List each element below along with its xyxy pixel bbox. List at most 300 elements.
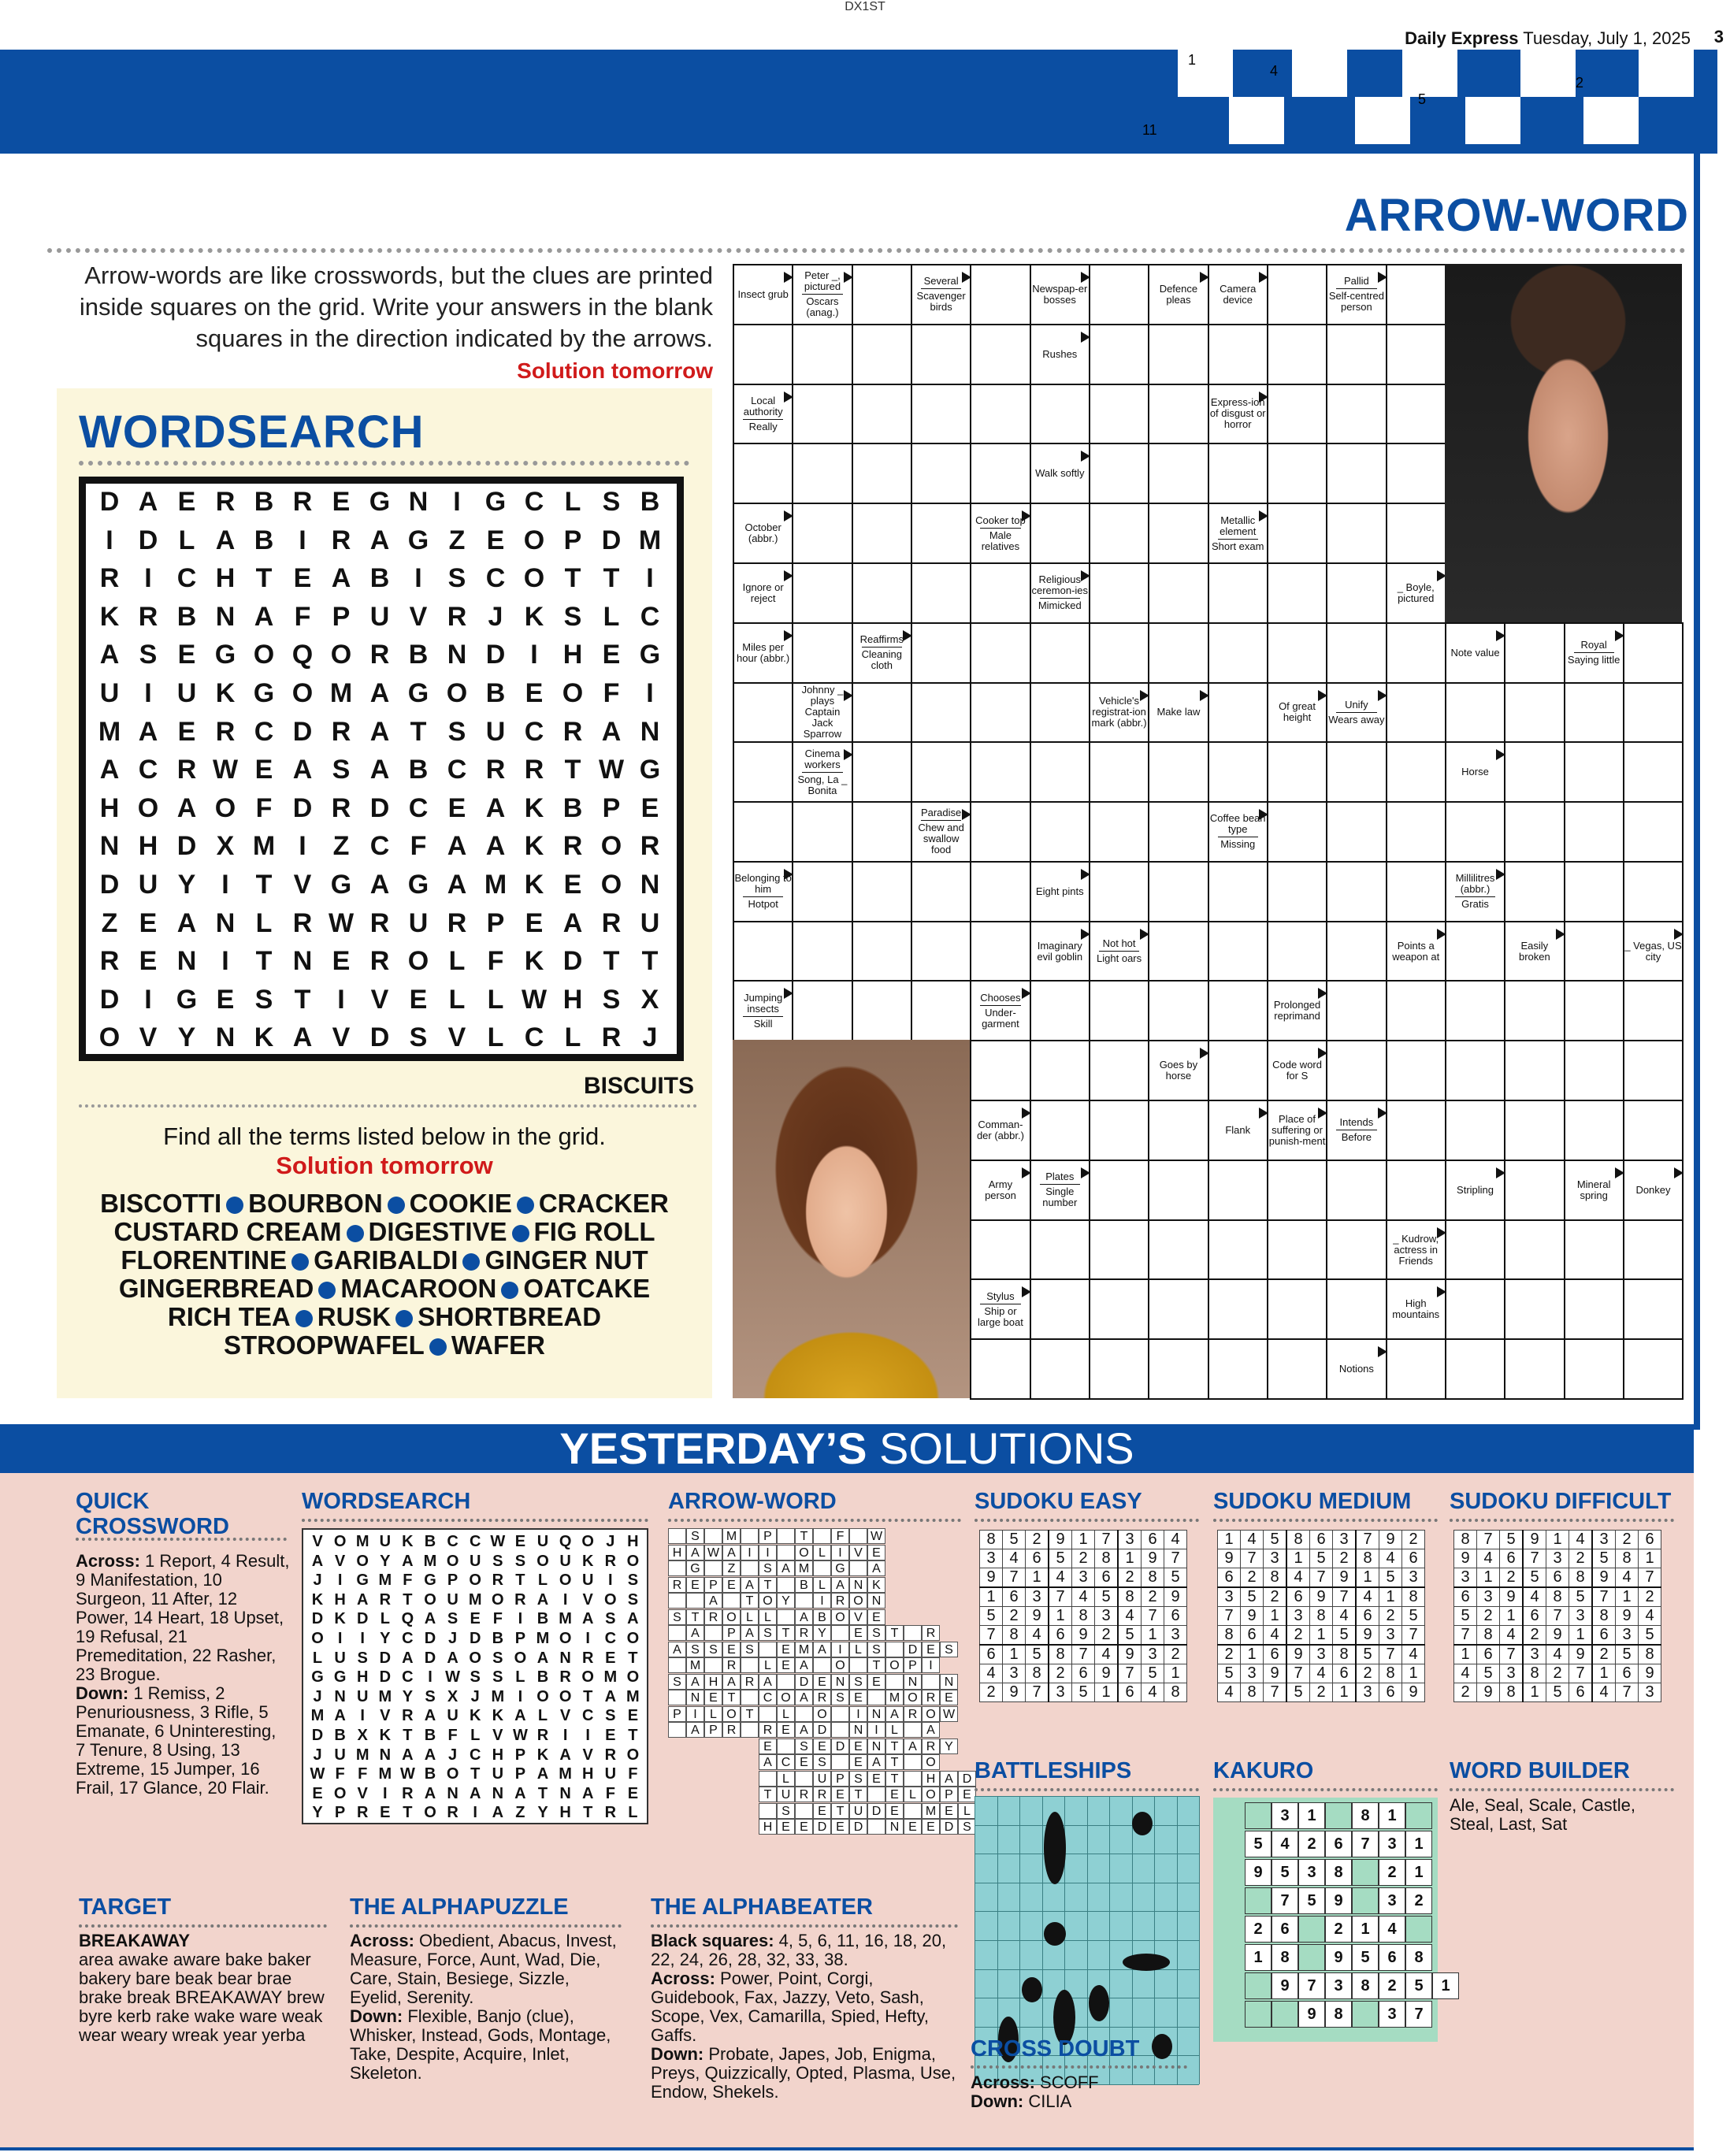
wordsearch-letter[interactable]: D (292, 716, 313, 747)
wordsearch-letter[interactable]: C (176, 563, 197, 594)
answer-cell[interactable] (1326, 622, 1387, 684)
wordsearch-letter[interactable]: D (601, 525, 622, 555)
answer-cell[interactable] (1386, 741, 1446, 803)
answer-cell[interactable] (1148, 384, 1208, 445)
wordsearch-letter[interactable]: N (640, 716, 660, 747)
answer-cell[interactable] (733, 443, 793, 504)
wordsearch-letter[interactable]: U (485, 716, 506, 747)
answer-cell[interactable] (1148, 921, 1208, 982)
wordsearch-letter[interactable]: T (294, 984, 311, 1015)
answer-cell[interactable] (1504, 1040, 1565, 1101)
answer-cell[interactable] (852, 741, 912, 803)
answer-cell[interactable] (792, 324, 852, 385)
wordsearch-letter[interactable]: B (640, 487, 660, 517)
wordsearch-letter[interactable]: P (563, 525, 582, 555)
answer-cell[interactable] (1386, 1338, 1446, 1400)
answer-cell[interactable] (1089, 1219, 1149, 1281)
wordsearch-letter[interactable]: Z (101, 907, 118, 938)
answer-cell[interactable] (1386, 384, 1446, 445)
wordsearch-letter[interactable]: E (139, 907, 158, 938)
wordsearch-letter[interactable]: A (369, 716, 390, 747)
answer-cell[interactable] (1564, 801, 1624, 863)
wordsearch-letter[interactable]: A (369, 678, 390, 708)
answer-cell[interactable] (1386, 622, 1446, 684)
answer-cell[interactable] (1267, 1219, 1327, 1281)
answer-cell[interactable] (1267, 622, 1327, 684)
answer-cell[interactable] (1208, 324, 1268, 385)
wordsearch-letter[interactable]: B (408, 640, 429, 670)
wordsearch-letter[interactable]: X (640, 984, 659, 1015)
answer-cell[interactable] (1267, 1160, 1327, 1221)
wordsearch-letter[interactable]: W (328, 907, 355, 938)
wordsearch-letter[interactable]: C (524, 487, 544, 517)
wordsearch-letter[interactable]: E (525, 907, 544, 938)
wordsearch-letter[interactable]: A (99, 640, 120, 670)
wordsearch-letter[interactable]: S (139, 640, 158, 670)
answer-cell[interactable] (852, 921, 912, 982)
answer-cell[interactable] (852, 980, 912, 1041)
wordsearch-letter[interactable]: L (448, 946, 466, 977)
answer-cell[interactable] (1148, 622, 1208, 684)
wordsearch-letter[interactable]: I (414, 563, 422, 594)
answer-cell[interactable] (852, 264, 912, 325)
answer-cell[interactable] (1326, 741, 1387, 803)
answer-cell[interactable] (1623, 980, 1684, 1041)
wordsearch-letter[interactable]: E (525, 678, 544, 708)
answer-cell[interactable] (911, 622, 971, 684)
wordsearch-letter[interactable]: O (523, 525, 545, 555)
wordsearch-letter[interactable]: A (447, 831, 467, 862)
wordsearch-letter[interactable]: T (603, 563, 620, 594)
wordsearch-letter[interactable]: A (176, 792, 197, 823)
answer-cell[interactable] (1326, 443, 1387, 504)
answer-cell[interactable] (970, 801, 1030, 863)
answer-cell[interactable] (1148, 980, 1208, 1041)
wordsearch-letter[interactable]: U (369, 601, 390, 632)
wordsearch-letter[interactable]: A (485, 792, 506, 823)
wordsearch-letter[interactable]: O (214, 792, 236, 823)
answer-cell[interactable] (970, 861, 1030, 922)
answer-cell[interactable] (1030, 1040, 1090, 1101)
wordsearch-letter[interactable]: L (487, 1022, 504, 1053)
wordsearch-letter[interactable]: I (299, 525, 306, 555)
wordsearch-letter[interactable]: H (138, 831, 158, 862)
answer-cell[interactable] (1564, 1040, 1624, 1101)
answer-cell[interactable] (1504, 980, 1565, 1041)
wordsearch-letter[interactable]: O (523, 563, 545, 594)
answer-cell[interactable] (970, 682, 1030, 744)
wordsearch-letter[interactable]: K (524, 831, 544, 862)
answer-cell[interactable] (733, 921, 793, 982)
answer-cell[interactable] (1208, 443, 1268, 504)
wordsearch-letter[interactable]: G (407, 678, 429, 708)
wordsearch-letter[interactable]: D (99, 487, 120, 517)
answer-cell[interactable] (1267, 503, 1327, 564)
wordsearch-letter[interactable]: N (176, 946, 197, 977)
answer-cell[interactable] (852, 562, 912, 624)
answer-cell[interactable] (733, 741, 793, 803)
answer-cell[interactable] (911, 324, 971, 385)
wordsearch-letter[interactable]: O (446, 678, 468, 708)
wordsearch-letter[interactable]: P (602, 792, 621, 823)
answer-cell[interactable] (1089, 1338, 1149, 1400)
wordsearch-letter[interactable]: R (292, 487, 313, 517)
wordsearch-letter[interactable]: W (598, 755, 625, 785)
wordsearch-letter[interactable]: C (369, 831, 390, 862)
answer-cell[interactable] (970, 1338, 1030, 1400)
answer-cell[interactable] (1564, 1338, 1624, 1400)
wordsearch-letter[interactable]: H (99, 792, 120, 823)
wordsearch-letter[interactable]: I (299, 831, 306, 862)
answer-cell[interactable] (1386, 324, 1446, 385)
wordsearch-letter[interactable]: C (254, 716, 274, 747)
answer-cell[interactable] (1089, 1100, 1149, 1161)
wordsearch-letter[interactable]: Y (177, 870, 196, 900)
answer-cell[interactable] (1445, 1100, 1505, 1161)
answer-cell[interactable] (970, 741, 1030, 803)
wordsearch-letter[interactable]: W (212, 755, 239, 785)
answer-cell[interactable] (1089, 1278, 1149, 1340)
wordsearch-letter[interactable]: B (562, 792, 583, 823)
wordsearch-letter[interactable]: I (646, 563, 654, 594)
wordsearch-letter[interactable]: F (255, 792, 273, 823)
wordsearch-letter[interactable]: R (215, 487, 236, 517)
wordsearch-letter[interactable]: A (138, 716, 158, 747)
answer-cell[interactable] (1445, 1219, 1505, 1281)
wordsearch-letter[interactable]: S (409, 1022, 428, 1053)
wordsearch-letter[interactable]: F (603, 678, 620, 708)
wordsearch-letter[interactable]: I (221, 946, 229, 977)
answer-cell[interactable] (911, 682, 971, 744)
wordsearch-letter[interactable]: N (215, 601, 236, 632)
answer-cell[interactable] (911, 443, 971, 504)
wordsearch-letter[interactable]: E (602, 640, 621, 670)
answer-cell[interactable] (1030, 682, 1090, 744)
wordsearch-letter[interactable]: E (332, 487, 351, 517)
answer-cell[interactable] (792, 562, 852, 624)
wordsearch-letter[interactable]: T (410, 716, 427, 747)
wordsearch-letter[interactable]: K (524, 792, 544, 823)
answer-cell[interactable] (1030, 801, 1090, 863)
answer-cell[interactable] (1267, 801, 1327, 863)
wordsearch-letter[interactable]: R (331, 525, 351, 555)
answer-cell[interactable] (1445, 921, 1505, 982)
answer-cell[interactable] (1089, 861, 1149, 922)
answer-cell[interactable] (1267, 443, 1327, 504)
answer-cell[interactable] (1089, 324, 1149, 385)
answer-cell[interactable] (1623, 1040, 1684, 1101)
wordsearch-letter[interactable]: A (485, 831, 506, 862)
wordsearch-letter[interactable]: D (292, 792, 313, 823)
wordsearch-letter[interactable]: O (600, 831, 622, 862)
answer-cell[interactable] (1445, 1278, 1505, 1340)
wordsearch-letter[interactable]: E (332, 946, 351, 977)
wordsearch-letter[interactable]: L (564, 1022, 581, 1053)
wordsearch-letter[interactable]: R (562, 716, 583, 747)
wordsearch-letter[interactable]: G (484, 487, 507, 517)
answer-cell[interactable] (1089, 1160, 1149, 1221)
answer-cell[interactable] (1326, 1219, 1387, 1281)
wordsearch-letter[interactable]: T (641, 946, 659, 977)
wordsearch-letter[interactable]: G (639, 755, 661, 785)
answer-cell[interactable] (970, 324, 1030, 385)
answer-cell[interactable] (852, 503, 912, 564)
wordsearch-letter[interactable]: L (487, 984, 504, 1015)
wordsearch-letter[interactable]: C (640, 601, 660, 632)
wordsearch-letter[interactable]: E (486, 525, 505, 555)
answer-cell[interactable] (1089, 384, 1149, 445)
answer-cell[interactable] (792, 384, 852, 445)
answer-cell[interactable] (1148, 1219, 1208, 1281)
answer-cell[interactable] (1445, 801, 1505, 863)
wordsearch-letter[interactable]: E (177, 716, 196, 747)
wordsearch-letter[interactable]: O (407, 946, 429, 977)
wordsearch-letter[interactable]: L (603, 601, 620, 632)
wordsearch-letter[interactable]: C (408, 792, 429, 823)
wordsearch-letter[interactable]: V (409, 601, 428, 632)
answer-cell[interactable] (1564, 861, 1624, 922)
wordsearch-letter[interactable]: U (640, 907, 660, 938)
wordsearch-letter[interactable]: O (562, 678, 584, 708)
wordsearch-letter[interactable]: C (524, 716, 544, 747)
wordsearch-letter[interactable]: D (99, 984, 120, 1015)
answer-cell[interactable] (1208, 1160, 1268, 1221)
answer-cell[interactable] (1386, 1100, 1446, 1161)
answer-cell[interactable] (1148, 1100, 1208, 1161)
wordsearch-letter[interactable]: K (524, 870, 544, 900)
wordsearch-letter[interactable]: U (138, 870, 158, 900)
answer-cell[interactable] (970, 562, 1030, 624)
answer-cell[interactable] (970, 384, 1030, 445)
answer-cell[interactable] (970, 1219, 1030, 1281)
wordsearch-letter[interactable]: O (291, 678, 314, 708)
answer-cell[interactable] (1030, 1219, 1090, 1281)
answer-cell[interactable] (1030, 1338, 1090, 1400)
wordsearch-letter[interactable]: G (330, 870, 352, 900)
wordsearch-letter[interactable]: R (601, 907, 622, 938)
wordsearch-letter[interactable]: K (215, 678, 236, 708)
wordsearch-letter[interactable]: A (138, 487, 158, 517)
answer-cell[interactable] (1326, 503, 1387, 564)
answer-cell[interactable] (1267, 741, 1327, 803)
wordsearch-letter[interactable]: F (410, 831, 427, 862)
wordsearch-letter[interactable]: R (447, 907, 467, 938)
answer-cell[interactable] (1504, 801, 1565, 863)
wordsearch-letter[interactable]: Z (332, 831, 350, 862)
wordsearch-letter[interactable]: K (524, 601, 544, 632)
answer-cell[interactable] (792, 980, 852, 1041)
wordsearch-letter[interactable]: D (99, 870, 120, 900)
wordsearch-letter[interactable]: I (106, 525, 113, 555)
wordsearch-letter[interactable]: N (99, 831, 120, 862)
answer-cell[interactable] (1623, 1219, 1684, 1281)
answer-cell[interactable] (911, 503, 971, 564)
wordsearch-letter[interactable]: B (485, 678, 506, 708)
wordsearch-letter[interactable]: F (487, 946, 504, 977)
wordsearch-letter[interactable]: S (447, 716, 466, 747)
wordsearch-letter[interactable]: S (254, 984, 273, 1015)
answer-cell[interactable] (1326, 1278, 1387, 1340)
answer-cell[interactable] (1089, 980, 1149, 1041)
wordsearch-letter[interactable]: S (602, 984, 621, 1015)
answer-cell[interactable] (1445, 980, 1505, 1041)
answer-cell[interactable] (1148, 1338, 1208, 1400)
wordsearch-letter[interactable]: T (564, 563, 581, 594)
answer-cell[interactable] (1504, 741, 1565, 803)
answer-cell[interactable] (1267, 921, 1327, 982)
wordsearch-letter[interactable]: T (255, 946, 273, 977)
wordsearch-letter[interactable]: I (453, 487, 461, 517)
answer-cell[interactable] (1326, 921, 1387, 982)
wordsearch-letter[interactable]: M (484, 870, 507, 900)
wordsearch-letter[interactable]: G (407, 870, 429, 900)
answer-cell[interactable] (1386, 1040, 1446, 1101)
wordsearch-letter[interactable]: J (642, 1022, 658, 1053)
wordsearch-letter[interactable]: M (98, 716, 121, 747)
wordsearch-letter[interactable]: R (99, 563, 120, 594)
wordsearch-letter[interactable]: I (221, 870, 229, 900)
wordsearch-letter[interactable]: R (640, 831, 660, 862)
answer-cell[interactable] (733, 682, 793, 744)
answer-cell[interactable] (1030, 1100, 1090, 1161)
answer-cell[interactable] (1564, 1219, 1624, 1281)
answer-cell[interactable] (1267, 384, 1327, 445)
wordsearch-letter[interactable]: Q (291, 640, 314, 670)
wordsearch-letter[interactable]: S (332, 755, 351, 785)
answer-cell[interactable] (1504, 682, 1565, 744)
answer-cell[interactable] (1208, 980, 1268, 1041)
wordsearch-letter[interactable]: E (216, 984, 235, 1015)
wordsearch-letter[interactable]: A (254, 601, 274, 632)
answer-cell[interactable] (1564, 1100, 1624, 1161)
answer-cell[interactable] (852, 384, 912, 445)
answer-cell[interactable] (852, 861, 912, 922)
answer-cell[interactable] (1386, 264, 1446, 325)
answer-cell[interactable] (1623, 801, 1684, 863)
wordsearch-letter[interactable]: L (255, 907, 273, 938)
answer-cell[interactable] (1148, 801, 1208, 863)
answer-cell[interactable] (911, 741, 971, 803)
wordsearch-letter[interactable]: P (332, 601, 351, 632)
wordsearch-letter[interactable]: A (331, 563, 351, 594)
wordsearch-letter[interactable]: N (640, 870, 660, 900)
wordsearch-letter[interactable]: R (138, 601, 158, 632)
answer-cell[interactable] (1504, 1338, 1565, 1400)
answer-cell[interactable] (1089, 622, 1149, 684)
answer-cell[interactable] (911, 562, 971, 624)
wordsearch-letter[interactable]: V (447, 1022, 466, 1053)
wordsearch-letter[interactable]: A (215, 525, 236, 555)
answer-cell[interactable] (1564, 980, 1624, 1041)
answer-cell[interactable] (1564, 741, 1624, 803)
wordsearch-letter[interactable]: D (369, 1022, 390, 1053)
answer-cell[interactable] (792, 801, 852, 863)
wordsearch-letter[interactable]: B (254, 525, 274, 555)
wordsearch-letter[interactable]: I (530, 640, 538, 670)
answer-cell[interactable] (1504, 1160, 1565, 1221)
answer-cell[interactable] (1030, 503, 1090, 564)
wordsearch-letter[interactable]: R (369, 907, 390, 938)
answer-cell[interactable] (852, 801, 912, 863)
answer-cell[interactable] (970, 622, 1030, 684)
answer-cell[interactable] (1326, 1040, 1387, 1101)
answer-cell[interactable] (1208, 921, 1268, 982)
wordsearch-letter[interactable]: O (253, 640, 275, 670)
answer-cell[interactable] (1623, 1278, 1684, 1340)
answer-cell[interactable] (1089, 443, 1149, 504)
wordsearch-letter[interactable]: E (139, 946, 158, 977)
wordsearch-letter[interactable]: I (144, 678, 152, 708)
answer-cell[interactable] (1326, 801, 1387, 863)
wordsearch-letter[interactable]: S (602, 487, 621, 517)
wordsearch-letter[interactable]: N (215, 907, 236, 938)
wordsearch-letter[interactable]: R (485, 755, 506, 785)
wordsearch-letter[interactable]: L (448, 984, 466, 1015)
wordsearch-letter[interactable]: V (139, 1022, 158, 1053)
answer-cell[interactable] (1208, 1278, 1268, 1340)
wordsearch-letter[interactable]: U (176, 678, 197, 708)
answer-cell[interactable] (852, 324, 912, 385)
answer-cell[interactable] (792, 861, 852, 922)
answer-cell[interactable] (911, 861, 971, 922)
answer-cell[interactable] (911, 384, 971, 445)
answer-cell[interactable] (1089, 264, 1149, 325)
answer-cell[interactable] (1089, 801, 1149, 863)
answer-cell[interactable] (970, 921, 1030, 982)
wordsearch-letter[interactable]: A (369, 525, 390, 555)
wordsearch-letter[interactable]: R (331, 792, 351, 823)
wordsearch-grid[interactable] (79, 477, 684, 1061)
wordsearch-letter[interactable]: P (486, 907, 505, 938)
wordsearch-letter[interactable]: G (253, 678, 275, 708)
wordsearch-letter[interactable]: D (562, 946, 583, 977)
wordsearch-letter[interactable]: T (255, 870, 273, 900)
answer-cell[interactable] (1208, 861, 1268, 922)
wordsearch-letter[interactable]: D (176, 831, 197, 862)
answer-cell[interactable] (911, 980, 971, 1041)
answer-cell[interactable] (1326, 384, 1387, 445)
answer-cell[interactable] (911, 921, 971, 982)
wordsearch-letter[interactable]: R (524, 755, 544, 785)
answer-cell[interactable] (1148, 861, 1208, 922)
answer-cell[interactable] (1148, 1160, 1208, 1221)
answer-cell[interactable] (1030, 384, 1090, 445)
wordsearch-letter[interactable]: T (564, 755, 581, 785)
wordsearch-letter[interactable]: D (138, 525, 158, 555)
answer-cell[interactable] (970, 1040, 1030, 1101)
wordsearch-letter[interactable]: D (369, 792, 390, 823)
answer-cell[interactable] (852, 443, 912, 504)
answer-cell[interactable] (1445, 682, 1505, 744)
wordsearch-letter[interactable]: G (214, 640, 236, 670)
answer-cell[interactable] (1564, 1278, 1624, 1340)
wordsearch-letter[interactable]: E (409, 984, 428, 1015)
answer-cell[interactable] (1623, 1338, 1684, 1400)
answer-cell[interactable] (1030, 1278, 1090, 1340)
wordsearch-letter[interactable]: W (521, 984, 548, 1015)
wordsearch-letter[interactable]: R (447, 601, 467, 632)
answer-cell[interactable] (1564, 682, 1624, 744)
answer-cell[interactable] (1267, 1338, 1327, 1400)
wordsearch-letter[interactable]: E (447, 792, 466, 823)
answer-cell[interactable] (1386, 503, 1446, 564)
wordsearch-letter[interactable]: F (294, 601, 311, 632)
answer-cell[interactable] (1504, 1219, 1565, 1281)
wordsearch-letter[interactable]: K (524, 946, 544, 977)
wordsearch-letter[interactable]: H (215, 563, 236, 594)
answer-cell[interactable] (1030, 741, 1090, 803)
answer-cell[interactable] (792, 443, 852, 504)
